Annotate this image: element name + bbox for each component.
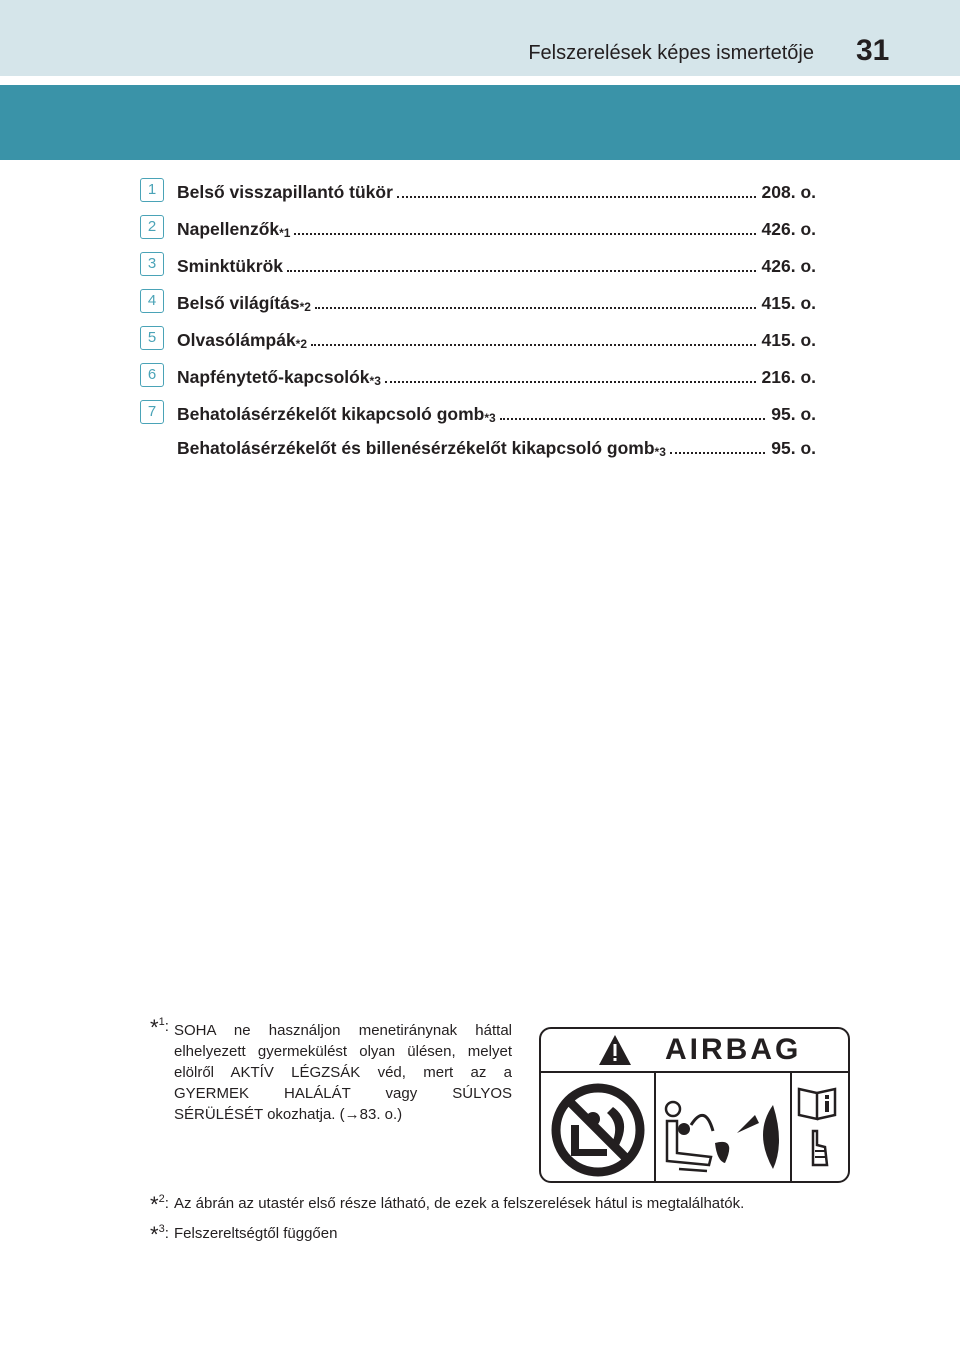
- toc-note: *3: [369, 374, 381, 388]
- toc-page-ref: 415. o.: [761, 330, 816, 350]
- toc-label: Napfénytető-kapcsolók: [177, 367, 370, 387]
- footnote-text: Az ábrán az utastér első része látható, de ezek a felszerelések hátul is megtalálhatók.: [174, 1195, 745, 1212]
- toc-item: [140, 246, 816, 283]
- toc-page-ref: 216. o.: [761, 367, 816, 387]
- dot-leader: [311, 344, 756, 346]
- dot-leader: [385, 381, 756, 383]
- toc-page-ref: 426. o.: [761, 219, 816, 239]
- toc-item: [140, 172, 816, 209]
- item-number-badge: 7: [140, 400, 164, 424]
- item-number-badge: 2: [140, 215, 164, 239]
- toc-item: [140, 394, 816, 468]
- item-number-badge: 6: [140, 363, 164, 387]
- toc-page-ref: 95. o.: [771, 438, 816, 458]
- footnote-marker: *$^3$:: [150, 1222, 169, 1247]
- page-number: 31: [856, 34, 890, 67]
- manual-info-icon: [799, 1089, 835, 1165]
- toc-note: *2: [299, 300, 311, 314]
- dot-leader: [315, 307, 756, 309]
- toc-page-ref: 95. o.: [771, 404, 816, 424]
- dot-leader: [294, 233, 755, 235]
- toc-page-ref: 426. o.: [761, 256, 816, 276]
- toc-item: [140, 357, 816, 394]
- toc-list: [140, 172, 816, 468]
- seat-airbag-icon: [666, 1102, 779, 1171]
- toc-label: Napellenzők: [177, 219, 280, 239]
- footnote-text: Felszereltségtől függően: [174, 1225, 338, 1242]
- airbag-label-header: [541, 1029, 848, 1073]
- footnote-2: [150, 1192, 850, 1218]
- airbag-pictograms: [541, 1073, 848, 1183]
- toc-label: Behatolásérzékelőt kikapcsoló gomb: [177, 404, 485, 424]
- toc-item: [140, 209, 816, 246]
- toc-note: *1: [279, 226, 291, 240]
- footnote-marker: *$^2$:: [150, 1192, 169, 1217]
- toc-label: Behatolásérzékelőt és billenésérzékelőt kikapcsoló gomb: [177, 438, 655, 458]
- airbag-warning-label: [539, 1027, 850, 1183]
- airbag-title: AIRBAG: [665, 1033, 802, 1066]
- item-number-badge: 3: [140, 252, 164, 276]
- page-title: Felszerelések képes ismertetője: [528, 42, 814, 64]
- toc-note: *3: [654, 445, 666, 459]
- item-number-badge: 1: [140, 178, 164, 202]
- header-light-band: [0, 0, 960, 76]
- toc-label: Sminktükrök: [177, 256, 283, 276]
- item-number-badge: 5: [140, 326, 164, 350]
- footnote-3: [150, 1222, 850, 1248]
- toc-label: Olvasólámpák: [177, 330, 296, 350]
- toc-item: [140, 320, 816, 357]
- item-number-badge: 4: [140, 289, 164, 313]
- warning-triangle-icon: [598, 1034, 632, 1066]
- footnote-marker: *$^1$:: [150, 1015, 169, 1040]
- dot-leader: [670, 452, 765, 454]
- toc-item: [140, 283, 816, 320]
- no-child-seat-icon: [556, 1088, 640, 1172]
- toc-label: Belső világítás: [177, 293, 300, 313]
- footnote-text: SOHA ne használjon menetiránynak háttal elhelyezett gyermekülést olyan ülésen, melyet elölről AKTÍV LÉGZSÁK véd, mert az a GYERMEK HALÁLÁT vagy SÚLYOS SÉRÜLÉSÉT okozhatja. (→83. o.): [174, 1022, 512, 1123]
- toc-page-ref: 415. o.: [761, 293, 816, 313]
- toc-note: *2: [295, 337, 308, 351]
- toc-label: Belső visszapillantó tükör: [177, 182, 393, 202]
- header-color-band: [0, 85, 960, 160]
- toc-page-ref: 208. o.: [761, 182, 816, 202]
- dot-leader: [500, 418, 766, 420]
- dot-leader: [287, 270, 756, 272]
- dot-leader: [397, 196, 756, 198]
- toc-note: *3: [484, 411, 496, 425]
